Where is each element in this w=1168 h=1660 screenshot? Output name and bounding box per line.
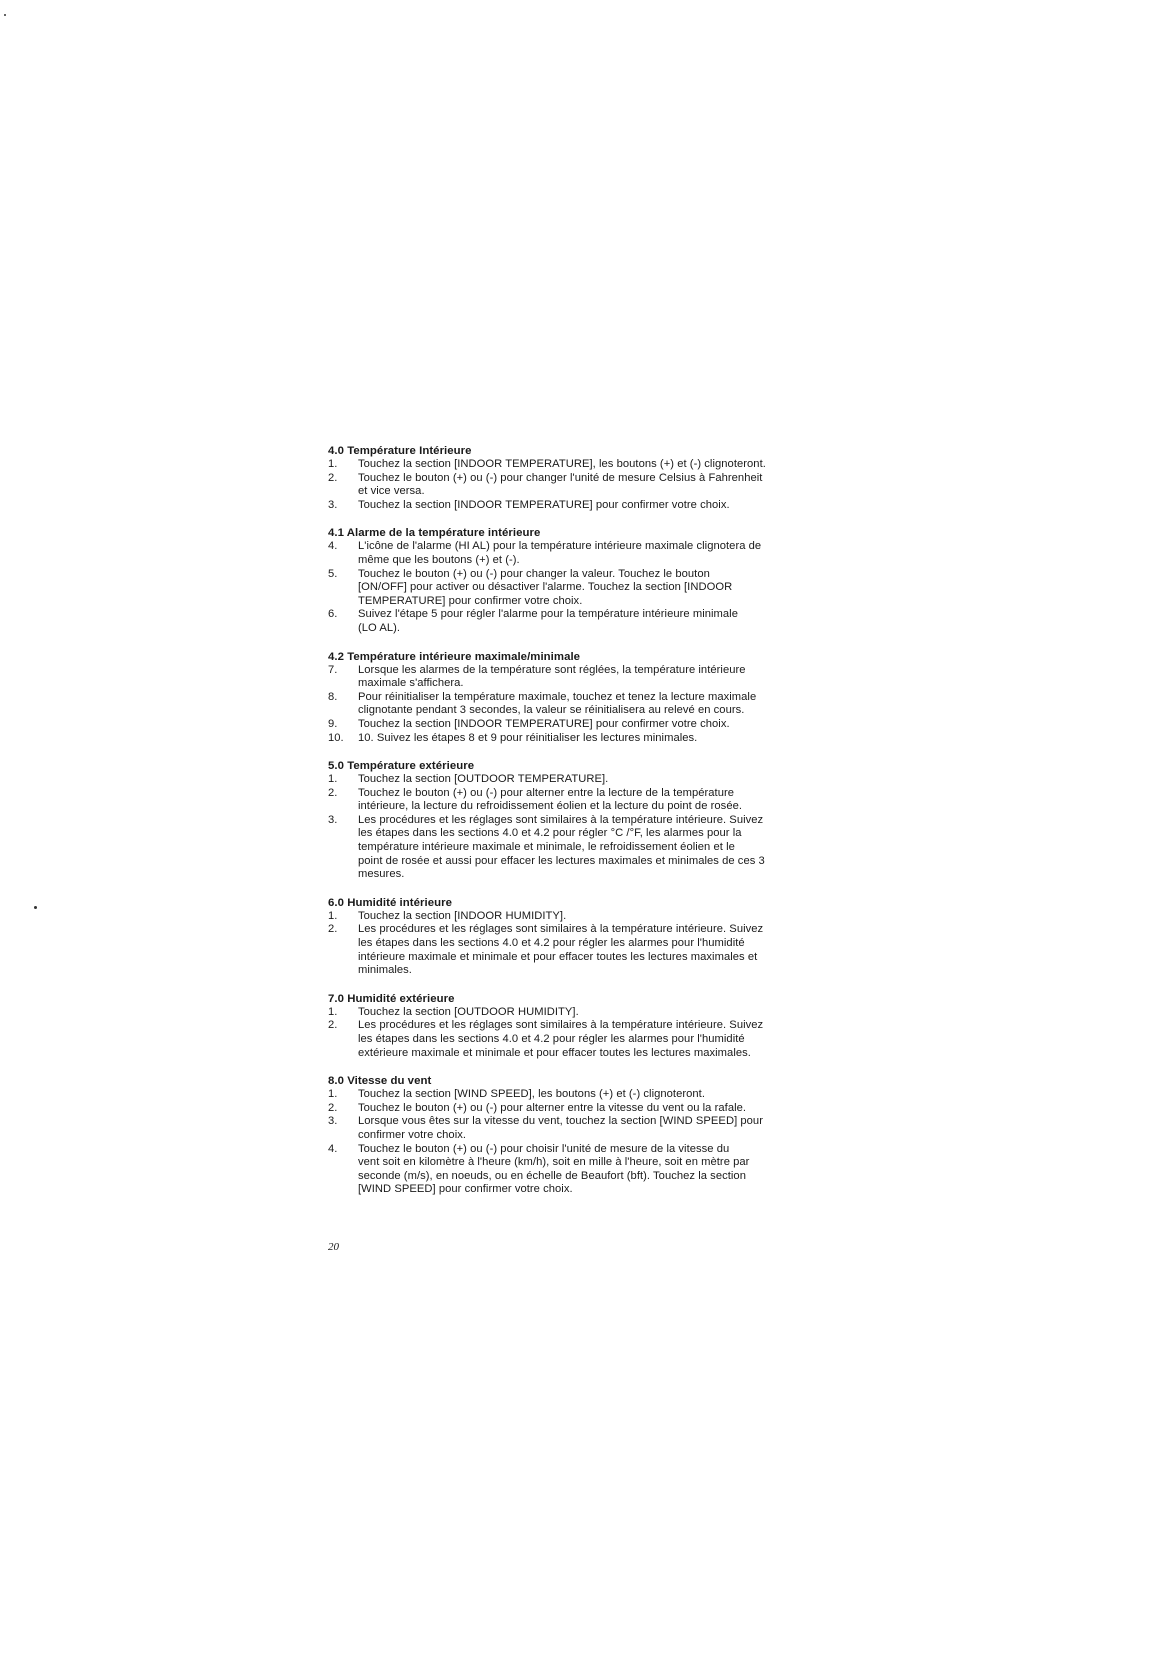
step-text: Touchez la section [INDOOR TEMPERATURE] pour confirmer votre choix. bbox=[358, 498, 730, 511]
step-number: 3. bbox=[328, 498, 338, 511]
step-number: 8. bbox=[328, 690, 338, 703]
step-text: Touchez la section [OUTDOOR TEMPERATURE]. bbox=[358, 773, 609, 786]
step-text: Touchez la section [WIND SPEED], les boutons (+) et (-) clignoteront. bbox=[358, 1088, 705, 1101]
list-item bbox=[328, 814, 832, 882]
step-number: 2. bbox=[328, 471, 338, 484]
step-text: Suivez l'étape 5 pour régler l'alarme pour la température intérieure minimale (LO AL). bbox=[358, 608, 738, 634]
section-heading: 6.0 Humidité intérieure bbox=[328, 896, 452, 909]
section-heading: 8.0 Vitesse du vent bbox=[328, 1075, 432, 1088]
list-item bbox=[328, 568, 832, 609]
section bbox=[328, 444, 832, 512]
list-item bbox=[328, 608, 832, 635]
section bbox=[328, 896, 832, 978]
step-number: 1. bbox=[328, 1088, 338, 1101]
list-item bbox=[328, 664, 832, 691]
step-number: 2. bbox=[328, 1101, 338, 1114]
step-number: 2. bbox=[328, 923, 338, 936]
step-text: Les procédures et les réglages sont similaires à la température intérieure. Suivez les étapes dans les sections 4.0 et 4.2 pour régler °C /°F, les alarmes pour la température intérieure maximale et minimale, le refroidissement éolien et le point de rosée et aussi pour effacer les lectures maximales et minimales de ces 3 mesures. bbox=[358, 813, 765, 881]
section-heading: 4.1 Alarme de la température intérieure bbox=[328, 527, 541, 540]
step-list bbox=[328, 1006, 832, 1060]
step-text: Touchez le bouton (+) ou (-) pour changer la valeur. Touchez le bouton [ON/OFF] pour activer ou désactiver l'alarme. Touchez la section [INDOOR TEMPERATURE] pour confirmer votre choix. bbox=[358, 567, 733, 607]
step-text: Les procédures et les réglages sont similaires à la température intérieure. Suivez les étapes dans les sections 4.0 et 4.2 pour régler les alarmes pour l'humidité extérieure maximale et minimale et pour effacer toutes les lectures maximales. bbox=[358, 1019, 764, 1059]
list-item bbox=[328, 787, 832, 814]
step-number: 2. bbox=[328, 786, 338, 799]
step-number: 4. bbox=[328, 540, 338, 553]
step-number: 3. bbox=[328, 1115, 338, 1128]
step-text: Touchez le bouton (+) ou (-) pour choisir l'unité de mesure de la vitesse du vent soit en kilomètre à l'heure (km/h), soit en mille à l'heure, soit en mètre par seconde (m/s), en noeuds, ou en échelle de Beaufort (bft). Touchez la section [WIND SPEED] pour confirmer votre choix. bbox=[358, 1142, 750, 1196]
step-number: 1. bbox=[328, 773, 338, 786]
step-list bbox=[328, 540, 832, 635]
step-text: Touchez la section [INDOOR HUMIDITY]. bbox=[358, 909, 567, 922]
list-item bbox=[328, 1088, 832, 1102]
step-list bbox=[328, 458, 832, 512]
list-item bbox=[328, 923, 832, 977]
section bbox=[328, 1074, 832, 1197]
list-item bbox=[328, 732, 832, 746]
section bbox=[328, 992, 832, 1060]
list-item bbox=[328, 472, 832, 499]
step-number: 1. bbox=[328, 458, 338, 470]
section bbox=[328, 526, 832, 635]
step-text: Touchez le bouton (+) ou (-) pour alterner entre la vitesse du vent ou la rafale. bbox=[358, 1101, 747, 1114]
step-list bbox=[328, 773, 832, 882]
list-item bbox=[328, 718, 832, 732]
section-heading: 4.0 Température Intérieure bbox=[328, 445, 472, 457]
section-heading: 5.0 Température extérieure bbox=[328, 760, 475, 773]
step-list bbox=[328, 664, 832, 746]
list-item bbox=[328, 773, 832, 787]
section-heading: 4.2 Température intérieure maximale/minimale bbox=[328, 650, 581, 663]
section bbox=[328, 650, 832, 746]
step-text: Touchez le bouton (+) ou (-) pour alterner entre la lecture de la température intérieure, la lecture du refroidissement éolien et la lecture du point de rosée. bbox=[358, 786, 743, 813]
scan-speck-top bbox=[4, 14, 6, 16]
step-text: Touchez la section [INDOOR TEMPERATURE], les boutons (+) et (-) clignoteront. bbox=[358, 458, 766, 470]
section-heading: 7.0 Humidité extérieure bbox=[328, 992, 455, 1005]
list-item bbox=[328, 1115, 832, 1142]
step-text: Lorsque les alarmes de la température sont réglées, la température intérieure maximale s'affichera. bbox=[358, 663, 746, 690]
step-number: 9. bbox=[328, 717, 338, 730]
step-number: 7. bbox=[328, 663, 338, 676]
step-text: Lorsque vous êtes sur la vitesse du vent, touchez la section [WIND SPEED] pour confirmer votre choix. bbox=[358, 1115, 763, 1141]
step-text: Pour réinitialiser la température maximale, touchez et tenez la lecture maximale clignotante pendant 3 secondes, la valeur se réinitialisera au relevé en cours. bbox=[358, 690, 757, 717]
list-item bbox=[328, 1006, 832, 1020]
list-item bbox=[328, 458, 832, 472]
list-item bbox=[328, 691, 832, 718]
list-item bbox=[328, 499, 832, 513]
list-item bbox=[328, 1019, 832, 1060]
page-number: 20 bbox=[328, 1241, 339, 1253]
list-item bbox=[328, 910, 832, 924]
list-item bbox=[328, 1102, 832, 1116]
step-number: 3. bbox=[328, 813, 338, 826]
document-content bbox=[328, 444, 832, 1211]
section bbox=[328, 759, 832, 882]
step-number: 1. bbox=[328, 909, 338, 922]
step-text: Touchez le bouton (+) ou (-) pour changer l'unité de mesure Celsius à Fahrenheit et vice versa. bbox=[358, 471, 763, 498]
step-number: 6. bbox=[328, 608, 338, 621]
step-number: 1. bbox=[328, 1005, 338, 1018]
step-number: 4. bbox=[328, 1142, 338, 1155]
step-text: Touchez la section [INDOOR TEMPERATURE] pour confirmer votre choix. bbox=[358, 717, 730, 730]
step-text: Les procédures et les réglages sont similaires à la température intérieure. Suivez les étapes dans les sections 4.0 et 4.2 pour régler les alarmes pour l'humidité intérieure maximale et minimale et pour effacer toutes les lectures maximales et minimales. bbox=[358, 923, 764, 977]
step-list bbox=[328, 1088, 832, 1197]
step-text: Touchez la section [OUTDOOR HUMIDITY]. bbox=[358, 1005, 579, 1018]
list-item bbox=[328, 540, 832, 567]
step-number: 2. bbox=[328, 1019, 338, 1032]
scan-speck-left bbox=[34, 906, 37, 909]
step-text: 10. Suivez les étapes 8 et 9 pour réinitialiser les lectures minimales. bbox=[358, 731, 698, 744]
step-number: 5. bbox=[328, 567, 338, 580]
step-text: L'icône de l'alarme (HI AL) pour la température intérieure maximale clignotera de même que les boutons (+) et (-). bbox=[358, 540, 762, 566]
list-item bbox=[328, 1143, 832, 1197]
step-number: 10. bbox=[328, 731, 344, 744]
step-list bbox=[328, 910, 832, 978]
